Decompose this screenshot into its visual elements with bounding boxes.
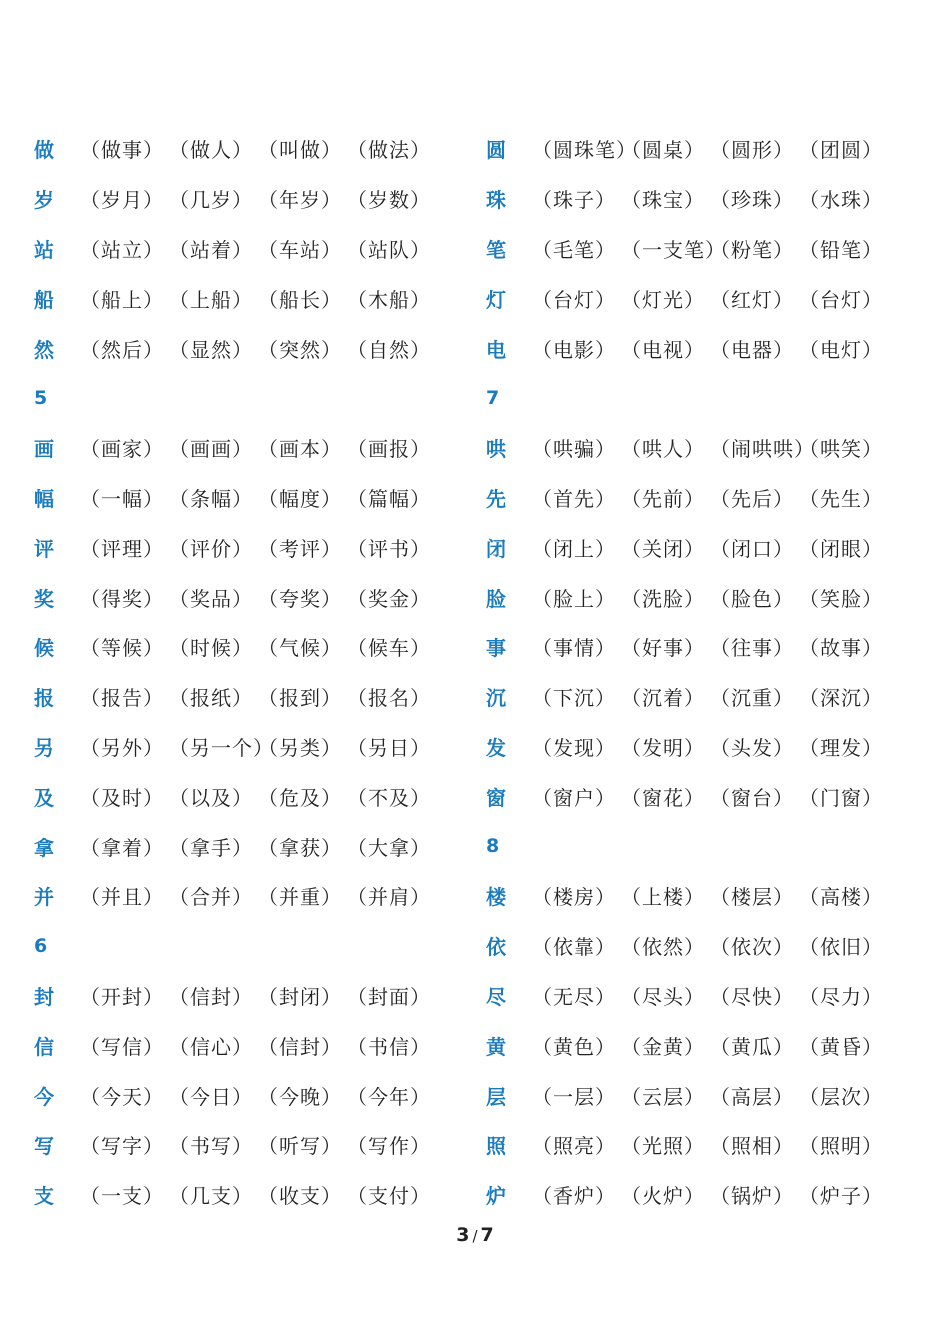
left-column xyxy=(34,124,474,1220)
word-item: （火炉） xyxy=(621,1184,705,1209)
word-item: （上船） xyxy=(169,287,253,312)
word-item: （光照） xyxy=(621,1134,705,1159)
word-item: （然后） xyxy=(80,337,164,362)
vocab-row xyxy=(34,224,474,274)
page-indicator xyxy=(0,1224,950,1246)
word-item: （画报） xyxy=(347,437,431,462)
word-item: （脸色） xyxy=(710,586,794,611)
word-item: （门窗） xyxy=(799,785,883,810)
word-item: （电影） xyxy=(532,337,616,362)
head-character: 拿 xyxy=(34,835,54,860)
vocab-row xyxy=(486,622,936,672)
word-item: （自然） xyxy=(347,337,431,362)
word-item: （并重） xyxy=(258,885,342,910)
word-item: （珠宝） xyxy=(621,188,705,213)
word-item: （层次） xyxy=(799,1084,883,1109)
word-item: （粉笔） xyxy=(710,237,794,262)
word-item: （云层） xyxy=(621,1084,705,1109)
word-item: （做事） xyxy=(80,138,164,163)
word-item: （写信） xyxy=(80,1034,164,1059)
word-item: （报告） xyxy=(80,686,164,711)
word-item: （候车） xyxy=(347,636,431,661)
vocab-row xyxy=(34,423,474,473)
vocab-row xyxy=(486,273,936,323)
head-character: 炉 xyxy=(486,1184,506,1209)
word-item: （毛笔） xyxy=(532,237,616,262)
word-item: （危及） xyxy=(258,785,342,810)
word-item: （书信） xyxy=(347,1034,431,1059)
word-item: （封面） xyxy=(347,984,431,1009)
word-item: （木船） xyxy=(347,287,431,312)
word-item: （圆形） xyxy=(710,138,794,163)
word-item: （及时） xyxy=(80,785,164,810)
word-item: （首先） xyxy=(532,486,616,511)
word-item: （报纸） xyxy=(169,686,253,711)
word-item: （哄骗） xyxy=(532,437,616,462)
word-item: （沉重） xyxy=(710,686,794,711)
vocab-row xyxy=(34,1120,474,1170)
word-item: （合并） xyxy=(169,885,253,910)
vocab-row xyxy=(34,622,474,672)
vocab-row xyxy=(34,1170,474,1220)
word-item: （评书） xyxy=(347,536,431,561)
word-item: （窗花） xyxy=(621,785,705,810)
head-character: 发 xyxy=(486,735,506,760)
word-item: （先后） xyxy=(710,486,794,511)
vocab-row xyxy=(486,224,936,274)
head-character: 评 xyxy=(34,536,54,561)
word-item: （今晚） xyxy=(258,1084,342,1109)
head-character: 然 xyxy=(34,337,54,362)
word-item: （一幅） xyxy=(80,486,164,511)
word-item: （尽力） xyxy=(799,984,883,1009)
word-item: （事情） xyxy=(532,636,616,661)
word-item: （拿手） xyxy=(169,835,253,860)
word-item: （考评） xyxy=(258,536,342,561)
vocab-row xyxy=(34,124,474,174)
vocab-row xyxy=(486,1070,936,1120)
section-number xyxy=(486,373,936,423)
head-character: 信 xyxy=(34,1034,54,1059)
word-item: （得奖） xyxy=(80,586,164,611)
word-item: （写字） xyxy=(80,1134,164,1159)
head-character: 报 xyxy=(34,686,54,711)
vocab-row xyxy=(486,1120,936,1170)
word-item: （依旧） xyxy=(799,935,883,960)
word-item: （往事） xyxy=(710,636,794,661)
head-character: 幅 xyxy=(34,486,54,511)
word-item: （先生） xyxy=(799,486,883,511)
word-item: （岁数） xyxy=(347,188,431,213)
word-item: （今天） xyxy=(80,1084,164,1109)
word-item: （不及） xyxy=(347,785,431,810)
vocab-row xyxy=(34,771,474,821)
head-character: 做 xyxy=(34,138,54,163)
word-item: （电灯） xyxy=(799,337,883,362)
word-item: （哄笑） xyxy=(799,437,883,462)
vocab-row xyxy=(486,1020,936,1070)
section-label: 7 xyxy=(486,386,500,409)
head-character: 支 xyxy=(34,1184,54,1209)
word-item: （夸奖） xyxy=(258,586,342,611)
head-character: 珠 xyxy=(486,188,506,213)
word-item: （楼房） xyxy=(532,885,616,910)
vocab-row xyxy=(486,423,936,473)
word-item: （信心） xyxy=(169,1034,253,1059)
current-page: 3 xyxy=(456,1224,470,1246)
word-item: （几岁） xyxy=(169,188,253,213)
word-item: （时候） xyxy=(169,636,253,661)
head-character: 及 xyxy=(34,785,54,810)
word-item: （尽快） xyxy=(710,984,794,1009)
word-item: （红灯） xyxy=(710,287,794,312)
word-item: （封闭） xyxy=(258,984,342,1009)
vocab-row xyxy=(486,174,936,224)
word-item: （照明） xyxy=(799,1134,883,1159)
vocab-row xyxy=(486,323,936,373)
word-item: （另一个） xyxy=(169,735,274,760)
word-item: （沉着） xyxy=(621,686,705,711)
word-item: （报名） xyxy=(347,686,431,711)
head-character: 笔 xyxy=(486,237,506,262)
word-item: （幅度） xyxy=(258,486,342,511)
vocab-row xyxy=(486,921,936,971)
word-item: （开封） xyxy=(80,984,164,1009)
head-character: 闭 xyxy=(486,536,506,561)
word-item: （支付） xyxy=(347,1184,431,1209)
section-label: 8 xyxy=(486,835,500,858)
head-character: 依 xyxy=(486,935,506,960)
word-item: （年岁） xyxy=(258,188,342,213)
word-item: （书写） xyxy=(169,1134,253,1159)
vocab-row xyxy=(34,1070,474,1120)
vocab-row xyxy=(486,871,936,921)
head-character: 照 xyxy=(486,1134,506,1159)
word-item: （奖金） xyxy=(347,586,431,611)
word-item: （发现） xyxy=(532,735,616,760)
head-character: 楼 xyxy=(486,885,506,910)
word-item: （一支） xyxy=(80,1184,164,1209)
word-item: （金黄） xyxy=(621,1034,705,1059)
word-item: （闭口） xyxy=(710,536,794,561)
word-item: （做人） xyxy=(169,138,253,163)
word-item: （另日） xyxy=(347,735,431,760)
word-item: （团圆） xyxy=(799,138,883,163)
word-item: （黄昏） xyxy=(799,1034,883,1059)
word-item: （大拿） xyxy=(347,835,431,860)
word-item: （台灯） xyxy=(532,287,616,312)
word-item: （画本） xyxy=(258,437,342,462)
head-character: 沉 xyxy=(486,686,506,711)
word-item: （听写） xyxy=(258,1134,342,1159)
word-item: （站立） xyxy=(80,237,164,262)
word-item: （信封） xyxy=(258,1034,342,1059)
word-item: （灯光） xyxy=(621,287,705,312)
word-item: （评价） xyxy=(169,536,253,561)
word-item: （好事） xyxy=(621,636,705,661)
head-character: 船 xyxy=(34,287,54,312)
word-item: （圆珠笔） xyxy=(532,138,637,163)
word-item: （拿着） xyxy=(80,835,164,860)
word-item: （条幅） xyxy=(169,486,253,511)
head-character: 奖 xyxy=(34,586,54,611)
vocab-row xyxy=(34,273,474,323)
head-character: 先 xyxy=(486,486,506,511)
word-item: （深沉） xyxy=(799,686,883,711)
word-item: （岁月） xyxy=(80,188,164,213)
word-item: （理发） xyxy=(799,735,883,760)
word-item: （画画） xyxy=(169,437,253,462)
word-item: （哄人） xyxy=(621,437,705,462)
word-item: （照相） xyxy=(710,1134,794,1159)
word-item: （圆桌） xyxy=(621,138,705,163)
word-item: （拿获） xyxy=(258,835,342,860)
word-item: （楼层） xyxy=(710,885,794,910)
word-item: （依靠） xyxy=(532,935,616,960)
word-item: （无尽） xyxy=(532,984,616,1009)
head-character: 脸 xyxy=(486,586,506,611)
head-character: 站 xyxy=(34,237,54,262)
word-item: （车站） xyxy=(258,237,342,262)
head-character: 今 xyxy=(34,1084,54,1109)
word-item: （电器） xyxy=(710,337,794,362)
word-item: （画家） xyxy=(80,437,164,462)
word-item: （水珠） xyxy=(799,188,883,213)
word-item: （并肩） xyxy=(347,885,431,910)
word-item: （窗台） xyxy=(710,785,794,810)
page-separator: / xyxy=(472,1227,478,1245)
head-character: 画 xyxy=(34,437,54,462)
word-item: （站队） xyxy=(347,237,431,262)
word-item: （发明） xyxy=(621,735,705,760)
vocab-row xyxy=(486,572,936,622)
section-label: 5 xyxy=(34,386,48,409)
word-item: （电视） xyxy=(621,337,705,362)
vocab-row xyxy=(486,1170,936,1220)
word-item: （信封） xyxy=(169,984,253,1009)
vocab-row xyxy=(486,771,936,821)
word-item: （黄瓜） xyxy=(710,1034,794,1059)
head-character: 封 xyxy=(34,984,54,1009)
word-item: （故事） xyxy=(799,636,883,661)
word-item: （气候） xyxy=(258,636,342,661)
word-item: （窗户） xyxy=(532,785,616,810)
word-item: （评理） xyxy=(80,536,164,561)
vocab-row xyxy=(486,473,936,523)
word-item: （突然） xyxy=(258,337,342,362)
word-item: （高层） xyxy=(710,1084,794,1109)
word-item: （另类） xyxy=(258,735,342,760)
word-item: （一支笔） xyxy=(621,237,726,262)
vocab-row xyxy=(34,473,474,523)
word-item: （下沉） xyxy=(532,686,616,711)
word-item: （显然） xyxy=(169,337,253,362)
vocab-row xyxy=(486,672,936,722)
right-column xyxy=(486,124,936,1220)
word-item: （珠子） xyxy=(532,188,616,213)
head-character: 并 xyxy=(34,885,54,910)
word-item: （照亮） xyxy=(532,1134,616,1159)
word-item: （关闭） xyxy=(621,536,705,561)
vocab-row xyxy=(486,522,936,572)
word-item: （依次） xyxy=(710,935,794,960)
word-item: （尽头） xyxy=(621,984,705,1009)
word-item: （脸上） xyxy=(532,586,616,611)
section-number xyxy=(34,921,474,971)
vocab-row xyxy=(34,522,474,572)
word-item: （洗脸） xyxy=(621,586,705,611)
word-item: （闭上） xyxy=(532,536,616,561)
word-item: （高楼） xyxy=(799,885,883,910)
word-item: （头发） xyxy=(710,735,794,760)
head-character: 候 xyxy=(34,636,54,661)
word-item: （奖品） xyxy=(169,586,253,611)
word-item: （依然） xyxy=(621,935,705,960)
head-character: 灯 xyxy=(486,287,506,312)
word-item: （一层） xyxy=(532,1084,616,1109)
word-item: （今日） xyxy=(169,1084,253,1109)
word-item: （笑脸） xyxy=(799,586,883,611)
vocab-row xyxy=(34,572,474,622)
word-item: （锅炉） xyxy=(710,1184,794,1209)
word-item: （写作） xyxy=(347,1134,431,1159)
vocab-row xyxy=(34,672,474,722)
head-character: 事 xyxy=(486,636,506,661)
head-character: 哄 xyxy=(486,437,506,462)
head-character: 层 xyxy=(486,1084,506,1109)
head-character: 另 xyxy=(34,735,54,760)
word-item: （几支） xyxy=(169,1184,253,1209)
word-item: （先前） xyxy=(621,486,705,511)
word-item: （站着） xyxy=(169,237,253,262)
word-item: （黄色） xyxy=(532,1034,616,1059)
vocab-row xyxy=(34,722,474,772)
vocab-row xyxy=(486,124,936,174)
word-item: （以及） xyxy=(169,785,253,810)
word-item: （船上） xyxy=(80,287,164,312)
section-number xyxy=(34,373,474,423)
word-item: （台灯） xyxy=(799,287,883,312)
head-character: 电 xyxy=(486,337,506,362)
section-label: 6 xyxy=(34,934,48,957)
vocab-row xyxy=(34,971,474,1021)
vocab-row xyxy=(34,323,474,373)
vocab-row xyxy=(34,871,474,921)
word-item: （今年） xyxy=(347,1084,431,1109)
word-item: （另外） xyxy=(80,735,164,760)
word-item: （叫做） xyxy=(258,138,342,163)
word-item: （等候） xyxy=(80,636,164,661)
head-character: 圆 xyxy=(486,138,506,163)
head-character: 黄 xyxy=(486,1034,506,1059)
word-item: （珍珠） xyxy=(710,188,794,213)
word-item: （收支） xyxy=(258,1184,342,1209)
total-pages: 7 xyxy=(480,1224,494,1246)
word-item: （上楼） xyxy=(621,885,705,910)
head-character: 写 xyxy=(34,1134,54,1159)
word-item: （炉子） xyxy=(799,1184,883,1209)
word-item: （闹哄哄） xyxy=(710,437,815,462)
word-item: （香炉） xyxy=(532,1184,616,1209)
word-item: （报到） xyxy=(258,686,342,711)
word-item: （船长） xyxy=(258,287,342,312)
vocab-row xyxy=(34,1020,474,1070)
vocab-row xyxy=(486,971,936,1021)
head-character: 岁 xyxy=(34,188,54,213)
word-item: （并且） xyxy=(80,885,164,910)
vocab-row xyxy=(486,722,936,772)
word-item: （铅笔） xyxy=(799,237,883,262)
vocab-row xyxy=(34,174,474,224)
vocab-row xyxy=(34,821,474,871)
word-item: （做法） xyxy=(347,138,431,163)
head-character: 窗 xyxy=(486,785,506,810)
head-character: 尽 xyxy=(486,984,506,1009)
section-number xyxy=(486,821,936,871)
word-item: （篇幅） xyxy=(347,486,431,511)
word-item: （闭眼） xyxy=(799,536,883,561)
